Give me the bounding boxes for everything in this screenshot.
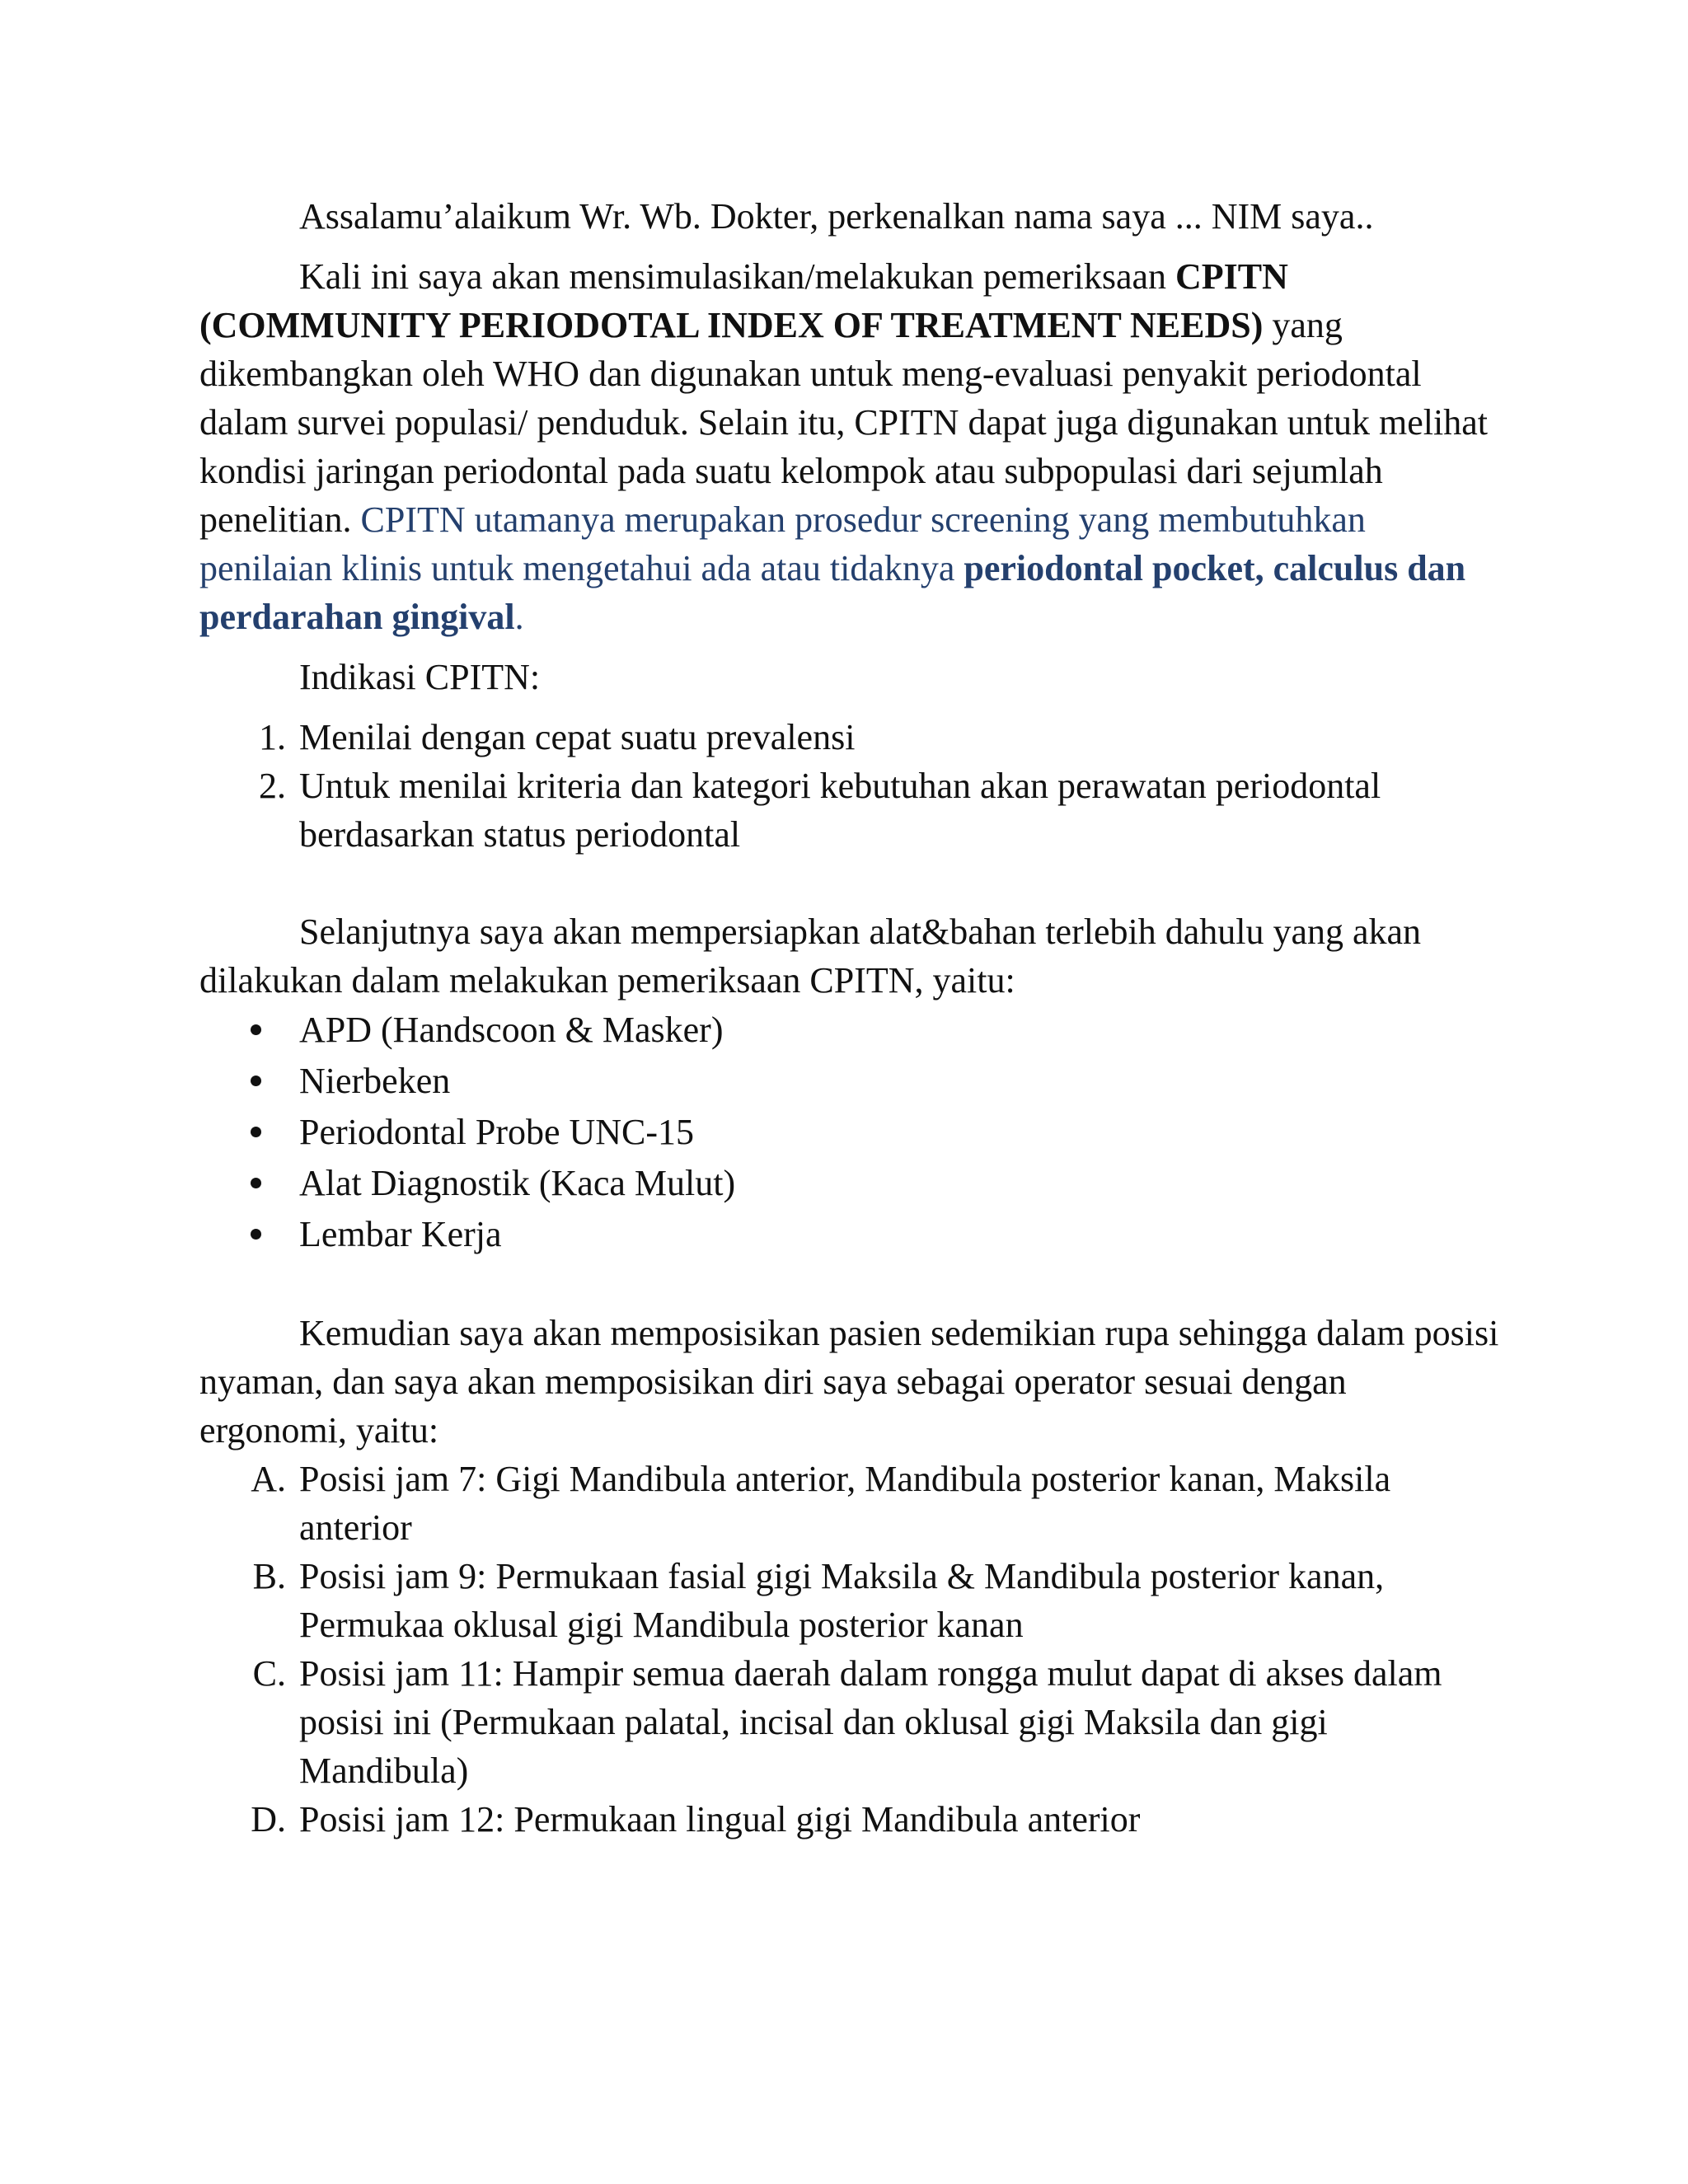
list-item bbox=[199, 1552, 1502, 1649]
intro-text-part1: Kali ini saya akan mensimulasikan/melakukan pemeriksaan bbox=[299, 256, 1176, 297]
list-item bbox=[199, 1649, 1502, 1795]
list-item-text: Posisi jam 7: Gigi Mandibula anterior, Mandibula posterior kanan, Maksila anterior bbox=[299, 1459, 1391, 1548]
list-marker: 1. bbox=[259, 717, 286, 757]
list-item-text: Posisi jam 11: Hampir semua daerah dalam rongga mulut dapat di akses dalam posisi ini (Permukaan palatal, incisal dan oklusal gigi Maksila dan gigi Mandibula) bbox=[299, 1653, 1442, 1791]
bullet-icon bbox=[251, 1178, 261, 1188]
screening-criteria: periodontal pocket, calculus dan perdarahan gingival bbox=[199, 548, 1466, 637]
screening-period: . bbox=[514, 597, 524, 637]
bullet-icon bbox=[251, 1229, 261, 1240]
list-item-text: Posisi jam 9: Permukaan fasial gigi Maksila & Mandibula posterior kanan, Permukaa oklusal gigi Mandibula posterior kanan bbox=[299, 1556, 1385, 1645]
screening-text: CPITN utamanya merupakan prosedur screening yang membutuhkan penilaian klinis untuk mengetahui ada atau tidaknya bbox=[199, 499, 1366, 588]
greeting-paragraph: Assalamu’alaikum Wr. Wb. Dokter, perkenalkan nama saya ... NIM saya.. bbox=[299, 196, 1374, 237]
list-item bbox=[199, 1107, 1502, 1158]
list-item-text: Alat Diagnostik (Kaca Mulut) bbox=[299, 1163, 736, 1203]
list-item bbox=[199, 1455, 1502, 1552]
indikasi-list bbox=[199, 713, 1502, 859]
posisi-intro-paragraph: Kemudian saya akan memposisikan pasien sedemikian rupa sehingga dalam posisi nyaman, dan saya akan memposisikan diri saya sebagai operator sesuai dengan ergonomi, yaitu: bbox=[199, 1313, 1499, 1451]
list-item-text: Posisi jam 12: Permukaan lingual gigi Mandibula anterior bbox=[299, 1799, 1141, 1840]
list-marker: B. bbox=[252, 1556, 286, 1596]
list-item-text: Menilai dengan cepat suatu prevalensi bbox=[299, 717, 856, 757]
alat-intro-paragraph: Selanjutnya saya akan mempersiapkan alat&bahan terlebih dahulu yang akan dilakukan dalam melakukan pemeriksaan CPITN, yaitu: bbox=[199, 912, 1422, 1001]
list-marker: D. bbox=[251, 1799, 286, 1840]
list-marker: 2. bbox=[259, 766, 286, 806]
list-item bbox=[199, 1056, 1502, 1107]
indikasi-heading: Indikasi CPITN: bbox=[299, 657, 541, 697]
list-item bbox=[199, 1209, 1502, 1260]
bullet-icon bbox=[251, 1076, 261, 1086]
list-item bbox=[199, 1158, 1502, 1209]
document-body bbox=[199, 192, 1502, 1844]
list-item bbox=[199, 713, 1502, 762]
list-item-text: Nierbeken bbox=[299, 1061, 451, 1101]
posisi-list bbox=[199, 1455, 1502, 1844]
intro-text-part2: yang dikembangkan oleh WHO dan digunakan untuk meng-evaluasi penyakit periodontal dalam survei populasi/ penduduk. Selain itu, CPITN dapat juga digunakan untuk melihat kondisi jaringan periodontal pada suatu kelompok atau subpopulasi dari sejumlah penelitian. bbox=[199, 305, 1488, 540]
list-item bbox=[199, 1795, 1502, 1844]
cpitn-title: CPITN (COMMUNITY PERIODOTAL INDEX OF TREATMENT NEEDS) bbox=[199, 256, 1288, 345]
list-marker: C. bbox=[252, 1653, 286, 1694]
list-item-text: Periodontal Probe UNC-15 bbox=[299, 1112, 695, 1152]
list-item-text: Untuk menilai kriteria dan kategori kebutuhan akan perawatan periodontal berdasarkan status periodontal bbox=[299, 766, 1381, 855]
list-marker: A. bbox=[251, 1459, 286, 1499]
bullet-icon bbox=[251, 1127, 261, 1137]
intro-paragraph bbox=[199, 252, 1502, 641]
list-item-text: APD (Handscoon & Masker) bbox=[299, 1010, 724, 1050]
alat-list bbox=[199, 1005, 1502, 1260]
bullet-icon bbox=[251, 1024, 261, 1035]
list-item-text: Lembar Kerja bbox=[299, 1214, 502, 1254]
list-item bbox=[199, 762, 1502, 859]
list-item bbox=[199, 1005, 1502, 1056]
